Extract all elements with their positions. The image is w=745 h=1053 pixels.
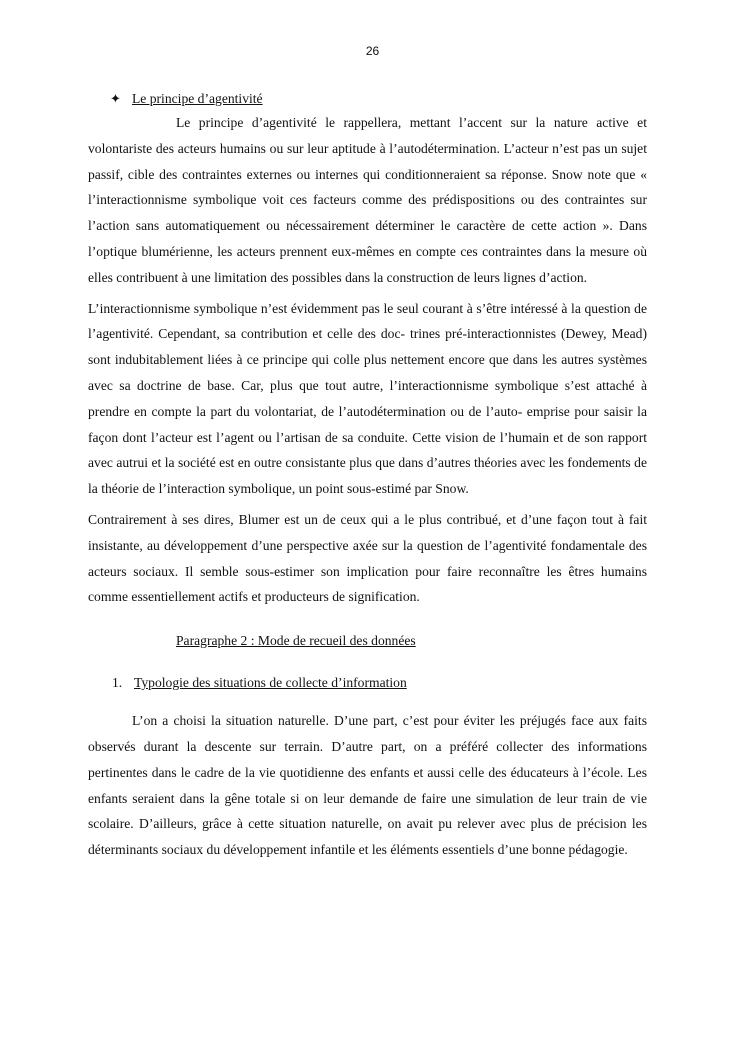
numbered-heading-title: Typologie des situations de collecte d’information: [134, 675, 407, 691]
numbered-heading: [112, 672, 647, 694]
agentivity-paragraph-1: Le principe d’agentivité le rappellera, mettant l’accent sur la nature active et volontariste des acteurs humains ou sur leur aptitude à l’autodétermination. L’acteur n’est pas un sujet passif, cible des contraintes externes ou internes qui conditionneraient sa réponse. Snow note que « l’interactionnisme symbolique voit ces facteurs comme des prédispositions ou des contraintes sur l’action sans automatiquement ou nécessairement déterminer le caractère de cette action ». Dans l’optique blumérienne, les acteurs prennent eux-mêmes en compte ces contraintes dans la mesure où elles contribuent à une limitation des possibles dans la construction de leurs lignes d’action.: [88, 115, 647, 285]
numbered-heading-number: 1.: [112, 675, 123, 691]
four-point-star-icon: ✦: [110, 91, 121, 106]
section-heading-text: Paragraphe 2 : Mode de recueil des données: [176, 633, 416, 649]
data-collection-paragraph: L’on a choisi la situation naturelle. D’une part, c’est pour éviter les préjugés face aux faits observés durant la descente sur terrain. D’autre part, on a préféré collecter des informations pertinentes dans le cadre de la vie quotidienne des enfants et aussi celle des éducateurs à l’école. Les enfants seraient dans la gêne totale si on leur demande de faire une simulation de leur train de vie scolaire. D’ailleurs, grâce à cette situation naturelle, on avait pu relever avec plus de précision les déterminants sociaux du développement infantile et les éléments essentiels d’une bonne pédagogie.: [88, 713, 647, 858]
document-body: [88, 88, 647, 863]
agentivity-paragraph-2: L’interactionnisme symbolique n’est évidemment pas le seul courant à s’être intéressé à la question de l’agentivité. Cependant, sa contribution et celle des doc- trines pré-interactionnistes (Dewey, Mead) sont indubitablement liées à ce principe qui colle plus nettement encore que dans les autres systèmes avec sa doctrine de base. Car, plus que tout autre, l’interactionnisme symbolique s’est attaché à prendre en compte la part du volontariat, de l’autodétermination ou de l’auto- emprise pour saisir la façon dont l’acteur est l’agent ou l’artisan de sa conduite. Cette vision de l’humain et de son rapport avec autrui et la société est en outre consistante plus que dans d’autres théories avec les fondements de la théorie de l’interaction symbolique, un point sous-estimé par Snow.: [88, 300, 647, 497]
section-heading: [176, 630, 647, 652]
agentivity-paragraph-3: Contrairement à ses dires, Blumer est un de ceux qui a le plus contribué, et d’une façon tout à fait insistante, au développement d’une perspective axée sur la question de l’agentivité fondamentale des acteurs sociaux. Il semble sous-estimer son implication pour faire reconnaître les êtres humains comme essentiellement actifs et producteurs de signification.: [88, 511, 647, 605]
bullet-heading: [110, 88, 647, 110]
bullet-heading-text: Le principe d’agentivité: [132, 91, 263, 106]
page-number: 26: [365, 44, 380, 58]
